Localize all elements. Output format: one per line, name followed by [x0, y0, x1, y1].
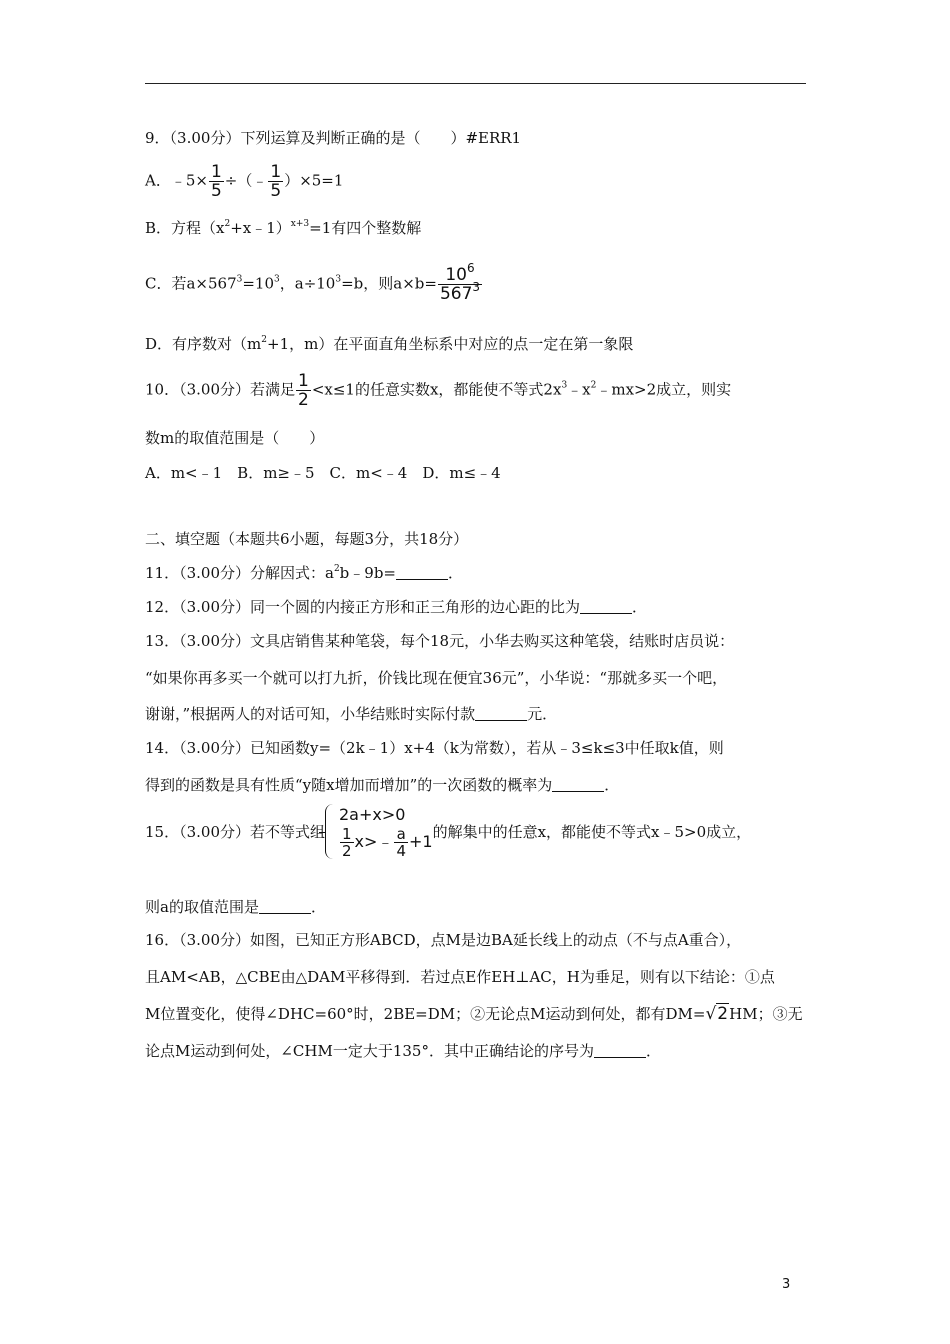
header-rule — [145, 83, 806, 84]
q14-line1: 14．（3.00分）已知函数y=（2k﹣1）x+4（k为常数），若从﹣3≤k≤3中任取k值，则 — [145, 739, 724, 757]
q10-options: A．m<﹣1 B．m≥﹣5 C．m<﹣4 D．m≤﹣4 — [145, 464, 501, 482]
q16-line1: 16．（3.00分）如图，已知正方形ABCD，点M是边BA延长线上的动点（不与点A重合）， — [145, 931, 742, 949]
q9-option-d: D．有序数对（$m^2+1$，m）在平面直角坐标系中对应的点一定在第一象限 — [145, 335, 634, 353]
fraction: $\frac{10^6}{567^3}$ — [439, 261, 481, 304]
q9-stem: 9．（3.00分）下列运算及判断正确的是（ ）#ERR1 — [145, 129, 522, 147]
page-number: 3 — [782, 1277, 791, 1292]
q15-line2: 则a的取值范围是 ． — [145, 898, 326, 916]
q9-option-c: C．若$a\times 567^3=10^3$，$a\div 10^3=b$，则a×b= $\frac{10^6}{567^3}$ — [145, 261, 481, 304]
q9-option-b: B．方程$(x^2+x﹣1)^{x+3}=1$有四个整数解 — [145, 219, 422, 237]
q16-line3: M位置变化，使得∠DHC=60°时，2BE=DM；②无论点M运动到何处，都有DM=√2HM；③无 — [145, 1004, 803, 1024]
answer-blank — [259, 899, 311, 914]
answer-blank — [580, 599, 632, 614]
square-root: √2 — [705, 1004, 729, 1024]
fraction: $\frac{a}{4}$ — [396, 825, 406, 860]
fraction: $\frac{1}{2}$ — [298, 371, 309, 410]
q12: 12．（3.00分）同一个圆的内接正方形和正三角形的边心距的比为 ． — [145, 598, 648, 616]
q10-stem-line2: 数m的取值范围是（ ） — [145, 429, 325, 447]
fraction: $\frac{1}{5}$ — [270, 162, 282, 201]
q13-line3: 谢谢，”根据两人的对话可知，小华结账时实际付款 元． — [145, 705, 558, 723]
q13-line1: 13．（3.00分）文具店销售某种笔袋，每个18元，小华去购买这种笔袋，结账时店员说： — [145, 632, 735, 650]
q16-line4: 论点M运动到何处，∠CHM一定大于135°．其中正确结论的序号为 ． — [145, 1042, 661, 1060]
fraction: $\frac{1}{2}$ — [342, 825, 352, 860]
answer-blank — [552, 777, 604, 792]
q15-stem: 15．（3.00分）若不等式组 2a+x>0 $\frac{1}{2}$ x>﹣ $\frac{a}{4}$ +1 的解集中的任意x，都能使不等式x﹣5>0成立， — [145, 805, 752, 860]
section-heading: 二、填空题（本题共6小题，每题3分，共18分） — [145, 530, 469, 548]
q13-line2: “如果你再多买一个就可以打九折，价钱比现在便宜36元”，小华说：“那就多买一个吧， — [145, 669, 728, 687]
answer-blank — [396, 565, 448, 580]
answer-blank — [475, 706, 527, 721]
q16-line2: 且AM<AB，△CBE由△DAM平移得到．若过点E作EH⊥AC，H为垂足，则有以下结论：①点 — [145, 968, 775, 986]
fraction: $\frac{1}{5}$ — [210, 162, 222, 201]
q14-line2: 得到的函数是具有性质“y随x增加而增加”的一次函数的概率为 ． — [145, 776, 620, 794]
q10-stem: 10．（3.00分）若满足 $\frac{1}{2}$ <x≤1的任意实数x，都能使不等式$2x^3﹣x^2﹣mx>2$成立，则实 — [145, 371, 732, 410]
inequality-system: 2a+x>0 $\frac{1}{2}$ x>﹣ $\frac{a}{4}$ +1 — [325, 804, 433, 859]
answer-blank — [594, 1043, 646, 1058]
brace — [325, 804, 336, 859]
q9-option-a: A．﹣5× $\frac{1}{5}$ ÷（﹣ $\frac{1}{5}$ ）×5=1 — [145, 162, 344, 201]
q11: 11．（3.00分）分解因式：$a^2b﹣9b=$ ． — [145, 564, 464, 582]
